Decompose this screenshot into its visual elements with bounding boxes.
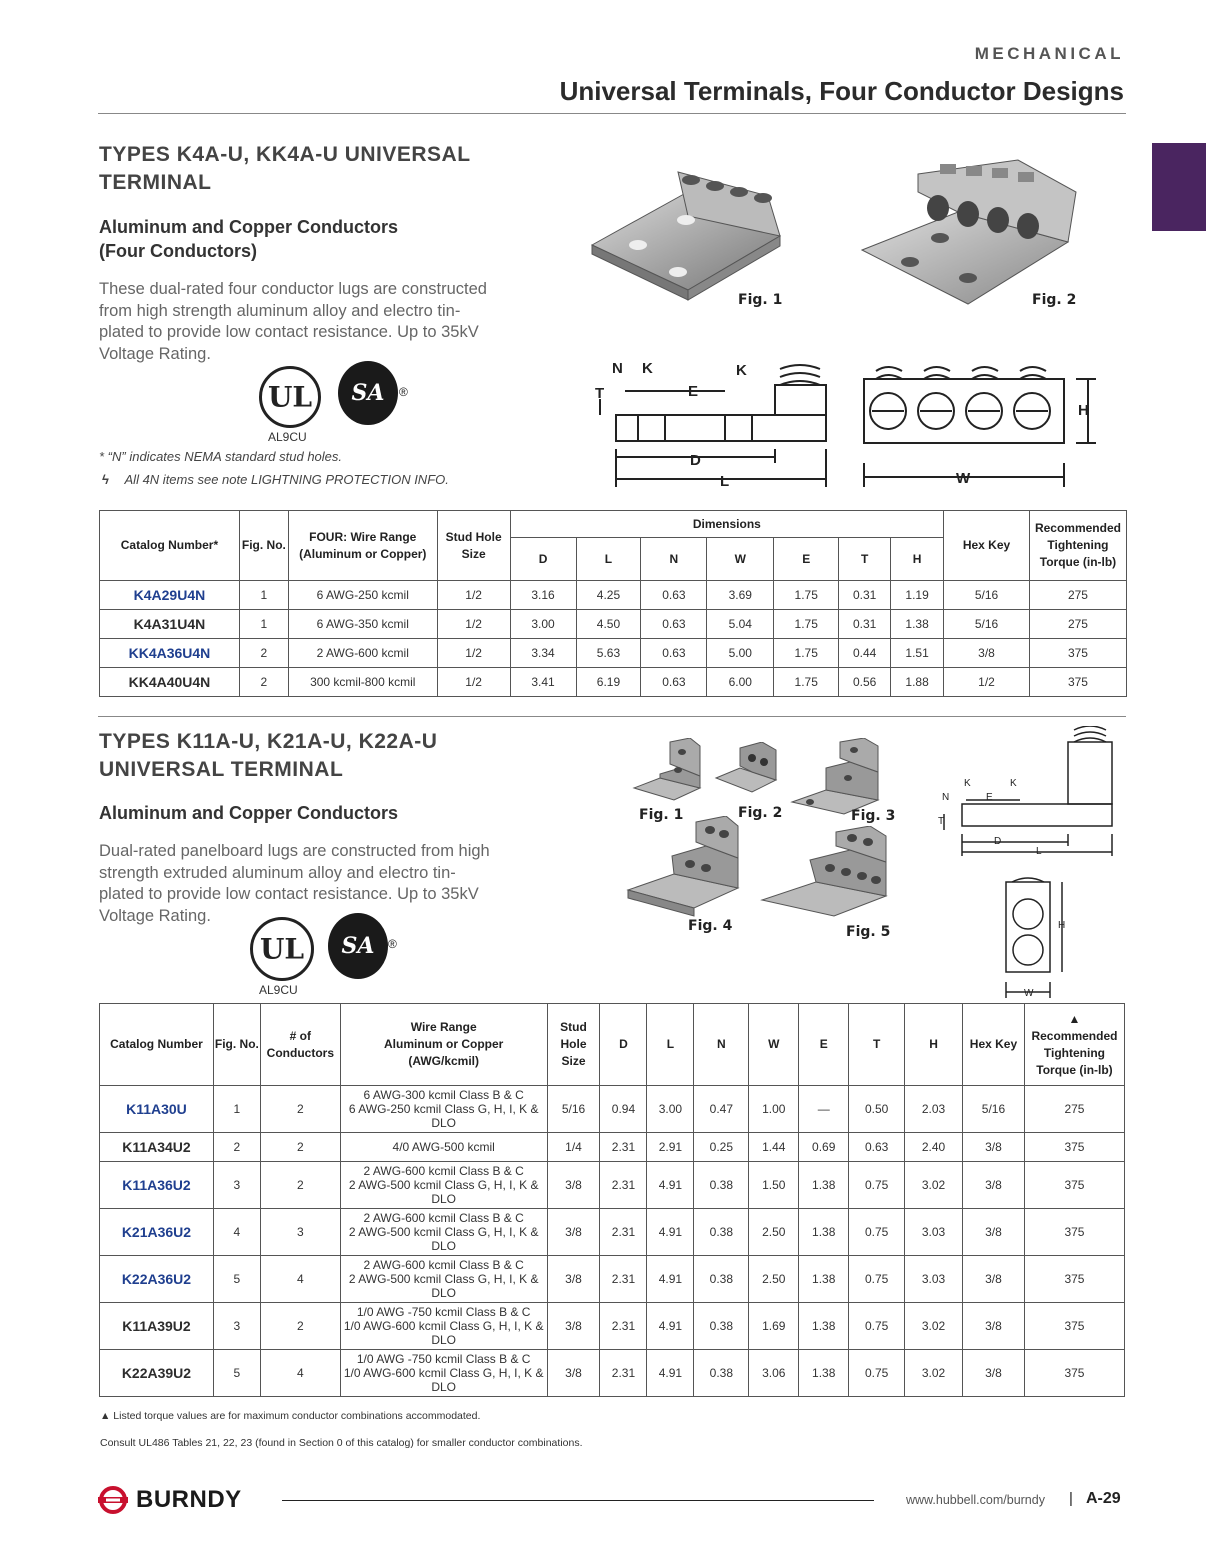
col-n: N [694, 1004, 749, 1086]
title-divider [98, 113, 1126, 114]
page-title: Universal Terminals, Four Conductor Designs [559, 76, 1124, 106]
dim-label-w: W [1024, 988, 1034, 999]
section2-subtitle: Aluminum and Copper Conductors [99, 803, 398, 823]
k4a-spec-table [99, 510, 1127, 697]
col-wire-range: Wire Range Aluminum or Copper (AWG/kcmil) [340, 1004, 547, 1086]
csa-certified-logo: SA [338, 361, 398, 425]
col-t: T [839, 538, 891, 581]
col-fig: Fig. No. [239, 511, 288, 581]
col-h: H [891, 538, 944, 581]
consult-footnote: Consult UL486 Tables 21, 22, 23 (found in Section 0 of this catalog) for smaller conductor combinations. [100, 1437, 583, 1449]
ul-listed-logo: UL [259, 366, 321, 428]
cert-caption: AL9CU [259, 983, 298, 997]
dim-label-n: N [942, 792, 950, 803]
dim-label-t: T [938, 816, 945, 827]
section2-description: Dual-rated panelboard lugs are constructed from high strength extruded aluminum alloy and electro tin- plated to provide low contact resistance. Up to 35kV Voltage Rating. [99, 842, 490, 925]
side-dimension-diagram-2 [928, 726, 1120, 856]
col-torque: ▲ Recommended Tightening Torque (in-lb) [1024, 1004, 1124, 1086]
fig1-panelboard-lug-photo [630, 738, 710, 808]
fig3-panelboard-lug-photo [790, 738, 882, 818]
registered-mark: ® [388, 937, 397, 951]
col-d: D [510, 538, 576, 581]
catalog-link[interactable]: K22A36U2 [100, 1256, 214, 1303]
col-h: H [905, 1004, 963, 1086]
burndy-logo [98, 1486, 242, 1514]
table-row: KK4A40U4N 2 300 kcmil-800 kcmil 1/2 3.41 6.19 0.63 6.00 1.75 0.56 1.88 1/2 375 [100, 668, 1127, 697]
side-dimension-diagram [590, 355, 835, 495]
triangle-icon: ▲ [1068, 1011, 1081, 1026]
category-label: MECHANICAL [974, 44, 1124, 63]
table-row: K22A36U2 5 4 2 AWG-600 kcmil Class B & C 2 AWG-500 kcmil Class G, H, I, K & DLO 3/8 2.31 4.91 0.38 2.50 1.38 0.75 3.03 3/8 375 [100, 1256, 1125, 1303]
table-row: KK4A36U4N 2 2 AWG-600 kcmil 1/2 3.34 5.63 0.63 5.00 1.75 0.44 1.51 3/8 375 [100, 639, 1127, 668]
brand-name: BURNDY [136, 1486, 242, 1513]
section2-title: TYPES K11A-U, K21A-U, K22A-U UNIVERSAL TERMINAL [99, 730, 438, 781]
col-catalog: Catalog Number* [100, 511, 240, 581]
dim-label-d: D [690, 452, 701, 469]
dim-label-e: E [688, 383, 699, 400]
col-torque: Recommended Tightening Torque (in-lb) [1029, 511, 1126, 581]
section-divider [98, 716, 1126, 717]
table-row: K11A30U 1 2 6 AWG-300 kcmil Class B & C 6 AWG-250 kcmil Class G, H, I, K & DLO 5/16 0.94 3.00 0.47 1.00 — 0.50 2.03 5/16 275 [100, 1086, 1125, 1133]
catalog-number: K4A31U4N [100, 610, 240, 639]
section1-title: TYPES K4A-U, KK4A-U UNIVERSAL TERMINAL [99, 143, 471, 194]
dim-label-k2: K [1010, 778, 1017, 789]
fig4-label: Fig. 4 [688, 918, 733, 934]
burndy-logo-icon [98, 1486, 128, 1514]
section1-description: These dual-rated four conductor lugs are constructed from high strength aluminum alloy and electro tin- plated to provide low contact resistance. Up to 35kV Voltage Rating. [99, 280, 487, 363]
fig1-label: Fig. 1 [738, 292, 783, 308]
dim-label-k2: K [736, 362, 747, 379]
dim-label-h: H [1078, 402, 1089, 419]
table-row: K11A34U2 2 2 4/0 AWG-500 kcmil 1/4 2.31 2.91 0.25 1.44 0.69 0.63 2.40 3/8 375 [100, 1133, 1125, 1162]
footer-url[interactable]: www.hubbell.com/burndy [906, 1493, 1045, 1507]
dim-label-k1: K [642, 360, 653, 377]
footer-divider [282, 1500, 874, 1501]
fig2-label: Fig. 2 [1032, 292, 1077, 308]
dim-label-l: L [1036, 846, 1042, 856]
dim-label-h: H [1058, 920, 1066, 931]
table-row: K4A29U4N 1 6 AWG-250 kcmil 1/2 3.16 4.25 0.63 3.69 1.75 0.31 1.19 5/16 275 [100, 581, 1127, 610]
table-row: K11A39U2 3 2 1/0 AWG -750 kcmil Class B & C 1/0 AWG-600 kcmil Class G, H, I, K & DLO 3/8 2.31 4.91 0.38 1.69 1.38 0.75 3.02 3/8 375 [100, 1303, 1125, 1350]
col-w: W [749, 1004, 799, 1086]
col-stud-hole: Stud Hole Size [437, 511, 510, 581]
dim-label-w: W [956, 470, 971, 487]
section-tab-marker [1152, 143, 1206, 231]
csa-certified-logo: SA [328, 913, 388, 979]
lightning-icon: ϟ [102, 472, 109, 487]
lightning-note: ϟ All 4N items see note LIGHTNING PROTECTION INFO. [102, 472, 449, 487]
col-d: D [600, 1004, 647, 1086]
table-row: K21A36U2 4 3 2 AWG-600 kcmil Class B & C 2 AWG-500 kcmil Class G, H, I, K & DLO 3/8 2.31 4.91 0.38 2.50 1.38 0.75 3.03 3/8 375 [100, 1209, 1125, 1256]
col-stud-hole: Stud Hole Size [547, 1004, 600, 1086]
fig2-label: Fig. 2 [738, 805, 783, 821]
table-row: K22A39U2 5 4 1/0 AWG -750 kcmil Class B & C 1/0 AWG-600 kcmil Class G, H, I, K & DLO 3/8 2.31 4.91 0.38 3.06 1.38 0.75 3.02 3/8 375 [100, 1350, 1125, 1397]
dim-label-e: E [986, 792, 993, 803]
catalog-link[interactable]: K21A36U2 [100, 1209, 214, 1256]
nema-note: * “N” indicates NEMA standard stud holes. [99, 449, 343, 464]
col-hex-key: Hex Key [963, 1004, 1025, 1086]
col-catalog: Catalog Number [100, 1004, 214, 1086]
col-t: T [849, 1004, 905, 1086]
col-w: W [707, 538, 774, 581]
fig4-panelboard-lug-photo [626, 816, 742, 922]
dim-label-l: L [720, 473, 730, 490]
col-dimensions: Dimensions [510, 511, 943, 538]
dim-label-n: N [612, 360, 623, 377]
front-dimension-diagram [858, 353, 1108, 493]
catalog-number: K22A39U2 [100, 1350, 214, 1397]
col-wire-range: FOUR: Wire Range (Aluminum or Copper) [288, 511, 437, 581]
cert-caption: AL9CU [268, 430, 307, 444]
catalog-number: KK4A40U4N [100, 668, 240, 697]
col-e: E [799, 1004, 849, 1086]
torque-footnote: ▲ Listed torque values are for maximum conductor combinations accommodated. [100, 1410, 481, 1422]
fig5-panelboard-lug-photo [760, 826, 890, 926]
catalog-link[interactable]: KK4A36U4N [100, 639, 240, 668]
col-fig: Fig. No. [213, 1004, 260, 1086]
col-conductors: # of Conductors [260, 1004, 340, 1086]
footer-separator: | [1069, 1490, 1073, 1507]
k11a-spec-table [99, 1003, 1125, 1397]
fig1-label: Fig. 1 [639, 807, 684, 823]
registered-mark: ® [399, 385, 408, 399]
col-l: L [647, 1004, 694, 1086]
fig3-label: Fig. 3 [851, 808, 896, 824]
dim-label-d: D [994, 836, 1002, 847]
col-e: E [774, 538, 839, 581]
catalog-link[interactable]: K4A29U4N [100, 581, 240, 610]
section1-subtitle: Aluminum and Copper Conductors (Four Conductors) [99, 217, 398, 261]
dim-label-t: T [595, 385, 605, 402]
catalog-link[interactable]: K11A30U [100, 1086, 214, 1133]
ul-listed-logo: UL [250, 917, 314, 981]
page-number: A-29 [1086, 1490, 1121, 1507]
catalog-number: K11A39U2 [100, 1303, 214, 1350]
fig5-label: Fig. 5 [846, 924, 891, 940]
fig2-panelboard-lug-photo [712, 742, 780, 804]
front-dimension-diagram-2 [996, 870, 1086, 1000]
col-hex-key: Hex Key [944, 511, 1030, 581]
col-n: N [641, 538, 707, 581]
dim-label-k1: K [964, 778, 971, 789]
table-row: K11A36U2 3 2 2 AWG-600 kcmil Class B & C 2 AWG-500 kcmil Class G, H, I, K & DLO 3/8 2.31 4.91 0.38 1.50 1.38 0.75 3.02 3/8 375 [100, 1162, 1125, 1209]
table-row: K4A31U4N 1 6 AWG-350 kcmil 1/2 3.00 4.50 0.63 5.04 1.75 0.31 1.38 5/16 275 [100, 610, 1127, 639]
catalog-number: K11A34U2 [100, 1133, 214, 1162]
col-l: L [576, 538, 641, 581]
catalog-link[interactable]: K11A36U2 [100, 1162, 214, 1209]
